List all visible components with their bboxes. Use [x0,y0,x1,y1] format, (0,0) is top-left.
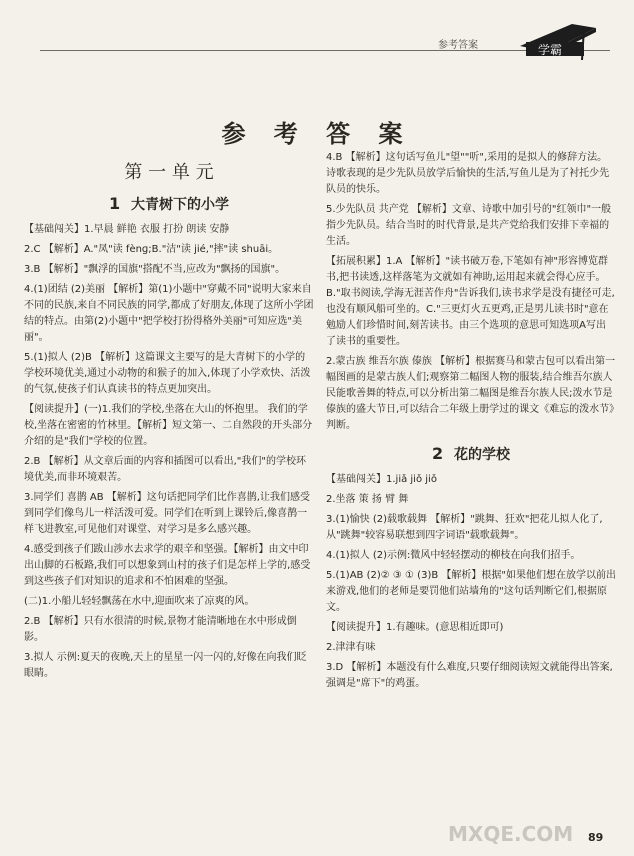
header-reference-text: 参考答案 [438,40,478,51]
lesson2-heading [326,444,616,464]
left-para-2: 3.B 【解析】"飘浮的国旗"搭配不当,应改为"飘扬的国旗"。 [24,264,286,275]
unit-title: 第 一 单 元 [124,162,214,183]
right2-para-4: 5.(1)AB (2)② ③ ① (3)B 【解析】根据"如果他们想在放学以前出来游戏,他们的老师是要罚他们站墙角的"这句话判断它们,根据原文。 [326,570,616,613]
right2-para-1: 2.坐落 策 扬 臂 舞 [326,494,409,505]
right2-para-7: 3.D 【解析】本题没有什么难度,只要仔细阅读短文就能得出答案,强调是"席下"的鸡蛋。 [326,662,613,689]
lesson1-title: 大青树下的小学 [131,197,229,213]
right2-para-6: 2.津津有味 [326,642,376,653]
left-para-6: 2.B 【解析】从文章后面的内容和插图可以看出,"我们"的学校环境优美,而非环境艰苦。 [24,456,306,483]
right-para-0: 4.B 【解析】这句话写鱼儿"望""听",采用的是拟人的修辞方法。诗歌表现的是少先队员放学后愉快的生活,写鱼儿是为了衬托少先队员的快乐。 [326,152,610,195]
left-para-3: 4.(1)团结 (2)美丽 【解析】第(1)小题中"穿戴不同"说明大家来自不同的民族,来自不同民族的同学,都成了好朋友,体现了这所小学团结的特点。由第(2)小题中"把学校打扮得格外美丽"可知应选"美丽"。 [24,284,314,343]
right2-para-0: 【基础闯关】1.jiǎ jiǒ jiǒ [326,474,437,485]
right2-para-3: 4.(1)拟人 (2)示例:微风中轻轻摆动的柳枝在向我们招手。 [326,550,581,561]
lesson2-number: 2 [431,444,444,463]
left-para-0: 【基础闯关】1.早晨 鲜艳 衣服 打扮 朗读 安静 [24,224,230,235]
lesson1-number: 1 [108,194,121,213]
left-para-7: 3.同学们 喜鹊 AB 【解析】这句话把同学们比作喜鹊,让我们感受到同学们像鸟儿一样活泼可爱。同学们在听到上课铃后,像喜鹊一样飞进教室,可见他们对课堂、对学习是多么感兴趣。 [24,492,310,535]
left-para-1: 2.C 【解析】A."凤"读 fènɡ;B."洁"读 jié,"摔"读 shuāi。 [24,244,279,255]
right2-para-5: 【阅读提升】1.有趣味。(意思相近即可) [326,622,504,633]
svg-text:学霸: 学霸 [538,43,563,57]
lesson1-heading [24,194,314,214]
lesson2-title: 花的学校 [454,447,510,463]
left-para-9: (二)1.小船儿轻轻飘荡在水中,迎面吹来了凉爽的风。 [24,596,255,607]
right-para-2: 【拓展积累】1.A 【解析】"读书破万卷,下笔如有神"形容博览群书,把书读透,这样落笔为文就如有神助,运用起来就会得心应手。B."取书阅读,学海无涯苦作舟"告诉我们,读书求学是没有捷径可走,也没有顺风船可坐的。C."三更灯火五更鸡,正是男儿读书时"意在勉励人们珍惜时间,刻苦读书。由三个选项的意思可知选项A写出了读书的重要性。 [326,256,615,347]
left-para-5: 【阅读提升】(一)1.我们的学校,坐落在大山的怀抱里。 我们的学校,坐落在密密的竹林里。【解析】短文第一、二自然段的开头部分介绍的是"我们"学校的位置。 [24,404,313,447]
right-column [326,150,616,696]
left-para-8: 4.感受到孩子们跋山涉水去求学的艰辛和坚强。【解析】由文中印出山脚的石板路,我们可以想象到山村的孩子们是怎样上学的,感受到这些孩子们对知识的追求和不怕困难的坚强。 [24,544,311,587]
page-number: 89 [588,831,604,844]
watermark: MXQE.COM [448,822,574,846]
page-header [0,0,634,62]
left-column [24,150,314,686]
page-title: 参 考 答 案 [221,119,413,148]
right-para-3: 2.蒙古族 维吾尔族 傣族 【解析】根据赛马和蒙古包可以看出第一幅图画的是蒙古族人们;观察第二幅图人物的服装,结合维吾尔族人民能歌善舞的特点,可以分析出第二幅图是维吾尔族人民;泼水节是傣族的盛大节日,可以结合二年级上册学过的课文《难忘的泼水节》判断。 [326,356,616,431]
left-para-10: 2.B 【解析】只有水很清的时候,景物才能清晰地在水中形成倒影。 [24,616,297,643]
left-para-4: 5.(1)拟人 (2)B 【解析】这篇课文主要写的是大青树下的小学的学校环境优美,通过小动物的和猴子的加入,体现了小学欢快、活泼的气氛,使孩子们认真读书的特点更加突出。 [24,352,311,395]
left-para-11: 3.拟人 示例:夏天的夜晚,天上的星星一闪一闪的,好像在向我们眨眼睛。 [24,652,307,679]
right2-para-2: 3.(1)愉快 (2)载歌载舞 【解析】"跳舞、狂欢"把花儿拟人化了,从"跳舞"较容易联想到四字词语"载歌载舞"。 [326,514,603,541]
right-para-1: 5.少先队员 共产党 【解析】文章、诗歌中加引号的"红领巾"一般指少先队员。结合当时的时代背景,是共产党给我们安排下幸福的生活。 [326,204,612,247]
brand-logo [510,18,600,62]
